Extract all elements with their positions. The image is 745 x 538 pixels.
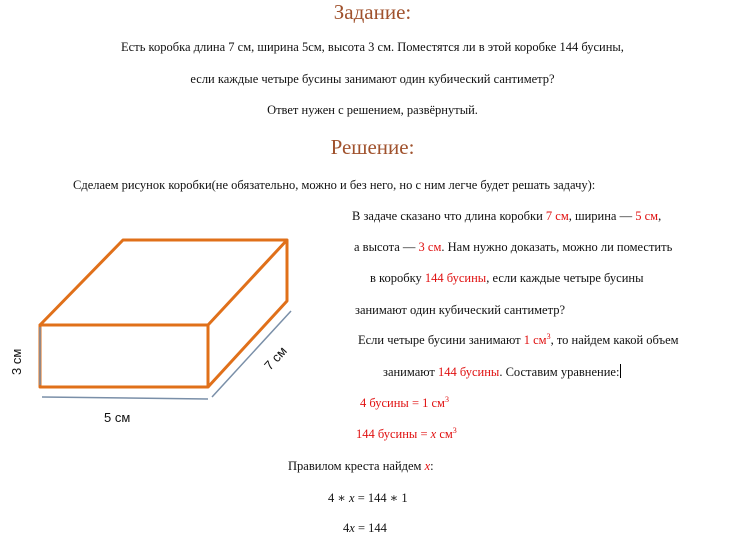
equation-4: 4x = 144 [343, 521, 387, 535]
task-line-3: Ответ нужен с решением, развёрнутый. [267, 103, 478, 117]
equation-3: 4 ∗ x = 144 ∗ 1 [328, 491, 408, 505]
explanation-text: а высота — [354, 240, 419, 254]
equation-1: 4 бусины = 1 $см^3$ [360, 394, 449, 410]
height-label: 3 см [9, 348, 24, 375]
depth-label: 7 см [261, 343, 290, 374]
box-diagram [0, 225, 330, 430]
width-value: 5 см [635, 209, 659, 223]
explanation-text: в коробку [370, 271, 425, 285]
volume-value: 1 $см^3$ [523, 331, 551, 347]
length-value: 7 см [545, 209, 569, 223]
width-dimension-line [42, 397, 208, 399]
box-front-face [40, 325, 208, 387]
explanation-line-6 [383, 364, 621, 380]
task-line-1: Есть коробка длина 7 см, ширина 5см, высота 3 см. Поместятся ли в этой коробке 144 бусины, [121, 40, 624, 54]
box-top-face [40, 240, 287, 325]
task-line-2: если каждые четыре бусины занимают один кубический сантиметр? [190, 72, 555, 86]
explanation-text: занимают [383, 365, 438, 379]
explanation-text: , то найдем какой объем [550, 333, 679, 347]
task-heading: Задание: [333, 0, 412, 24]
width-label: 5 см [104, 410, 131, 425]
explanation-text: Если четыре бусини занимают [358, 333, 524, 347]
solution-heading: Решение: [330, 135, 415, 159]
explanation-line-1 [352, 209, 661, 224]
explanation-line-4: занимают один кубический сантиметр? [355, 303, 566, 317]
explanation-line-3 [370, 271, 644, 286]
explanation-text: . Нам нужно доказать, можно ли поместить [441, 240, 673, 254]
explanation-text: , ширина — [568, 209, 636, 223]
solution-intro: Сделаем рисунок коробки(не обязательно, можно и без него, но с ним легче будет решать задачу): [73, 178, 596, 192]
explanation-text: В задаче сказано что длина коробки [352, 209, 546, 223]
explanation-text: , [658, 209, 662, 223]
explanation-text: . Составим уравнение: [499, 365, 620, 379]
box-edges [40, 240, 287, 387]
explanation-line-5 [358, 333, 679, 348]
explanation-text: , если каждые четыре бусины [486, 271, 644, 285]
equation-2: 144 бусины = x $см^3$ [356, 425, 457, 441]
beads-count: 144 бусины [424, 271, 487, 285]
beads-count: 144 бусины [438, 365, 500, 379]
height-value: 3 см [418, 240, 442, 254]
explanation-line-2 [354, 240, 672, 255]
cross-rule-line: Правилом креста найдем x: [288, 459, 434, 473]
text-cursor [620, 364, 621, 378]
